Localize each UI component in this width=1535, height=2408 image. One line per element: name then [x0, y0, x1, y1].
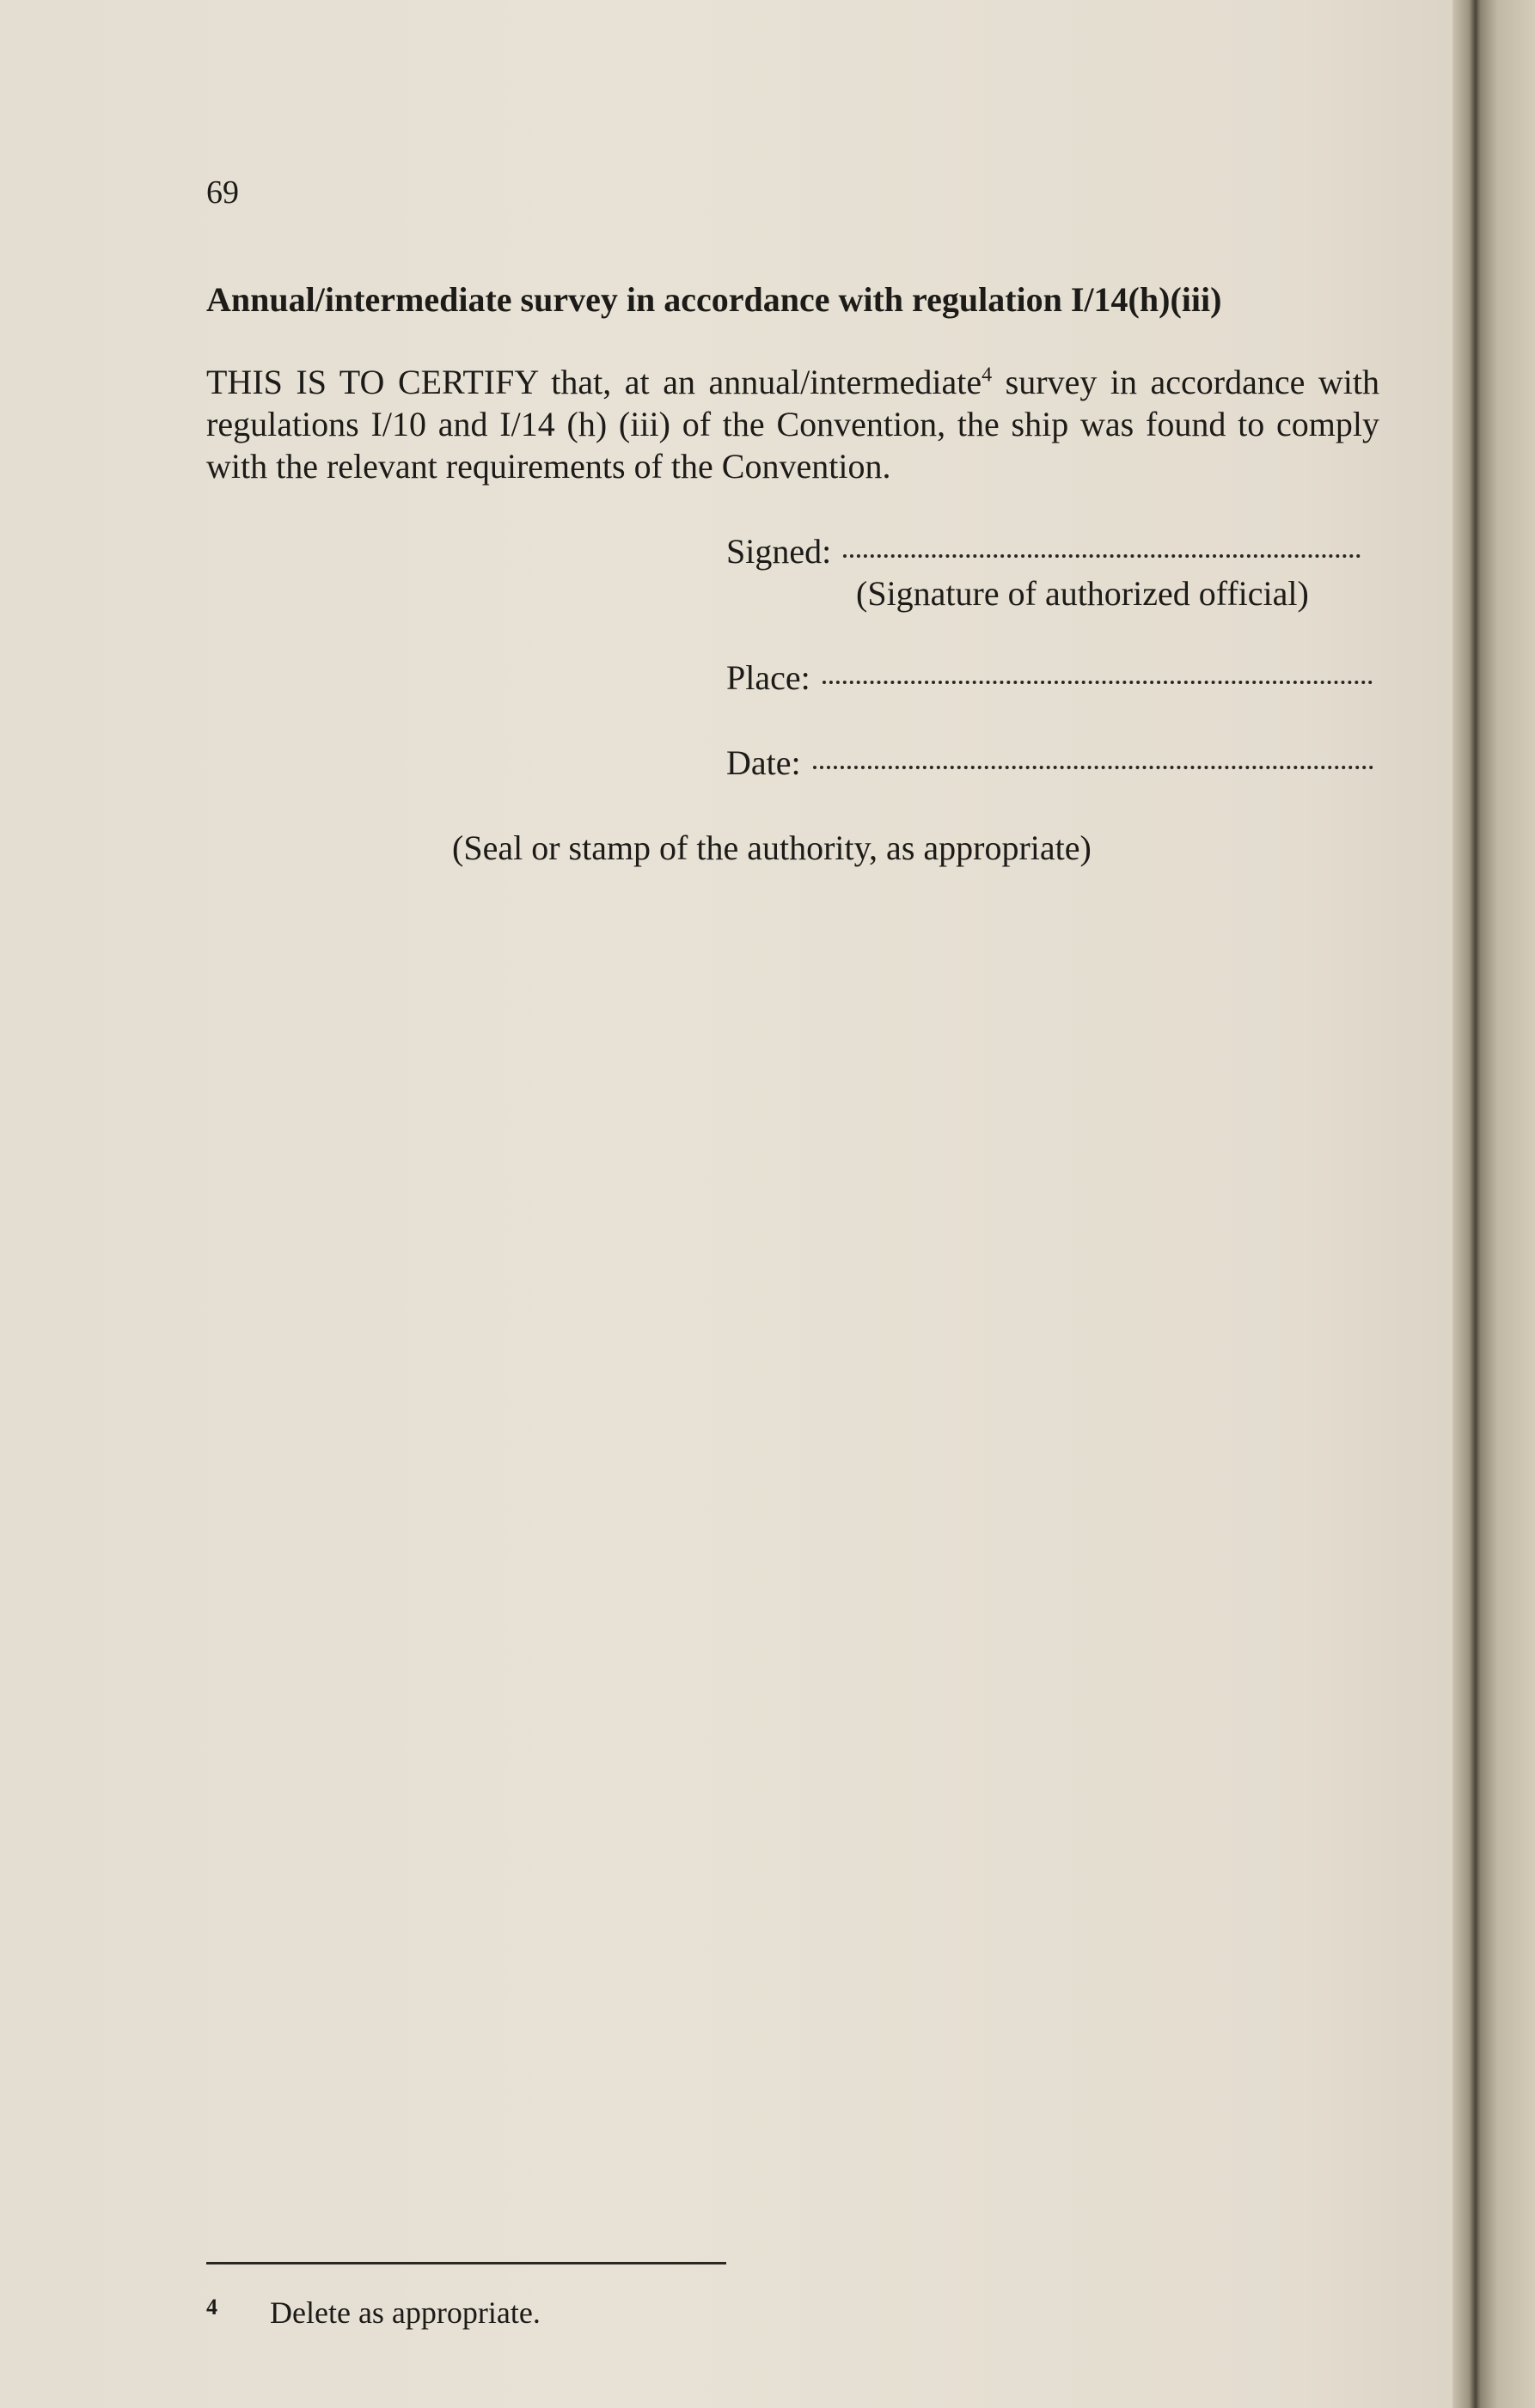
- section-heading: Annual/intermediate survey in accordance with regulation I/14(h)(iii): [206, 280, 1222, 319]
- footnote-reference: 4: [982, 364, 993, 387]
- certification-text-start: THIS IS TO CERTIFY that, at an annual/intermediate: [206, 363, 982, 401]
- footnote-mark: 4: [206, 2295, 217, 2319]
- date-field[interactable]: [813, 766, 1373, 769]
- place-field[interactable]: [823, 681, 1373, 684]
- certification-paragraph: [206, 361, 1379, 487]
- footnote-divider: [206, 2262, 726, 2264]
- date-label: Date:: [726, 743, 801, 782]
- signature-caption: (Signature of authorized official): [856, 574, 1309, 613]
- certification-text-end: survey in accordance with regulations I/10 and I/14 (h) (iii) of the Convention, the ship was found to comply with the relevant requirements of the Convention.: [206, 363, 1380, 486]
- place-line: [726, 657, 1373, 698]
- page-number: 69: [206, 174, 239, 211]
- seal-caption: (Seal or stamp of the authority, as appropriate): [452, 828, 1092, 867]
- date-line: [726, 743, 1373, 783]
- signed-field[interactable]: [843, 554, 1361, 558]
- book-gutter: [1452, 0, 1535, 2408]
- signed-label: Signed:: [726, 532, 832, 571]
- place-label: Place:: [726, 658, 810, 697]
- footnote-text: Delete as appropriate.: [270, 2295, 541, 2330]
- signed-line: [726, 531, 1361, 571]
